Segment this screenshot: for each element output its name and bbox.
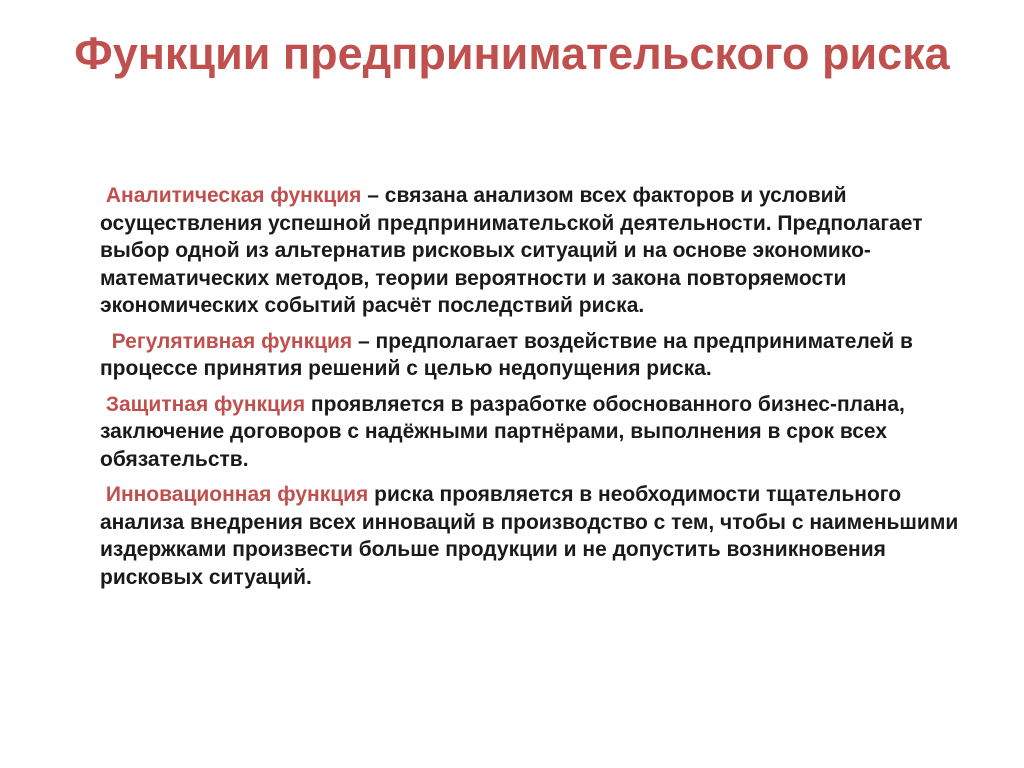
- paragraph-text: – связана анализом всех факторов и условий осуществления успешной предпринимательской деятельности. Предполагает выбор одной из альтернатив рисковых ситуаций и на основе экономико-математических методов, теории вероятности и закона повторяемости экономических событий расчёт последствий риска.: [100, 184, 923, 317]
- paragraph-text: риска проявляется в необходимости тщательного анализа внедрения всех инноваций в производство с тем, чтобы с наименьшими издержками произвести больше продукции и не допустить возникновения рисковых ситуаций.: [100, 483, 959, 589]
- term-innovative-function: Инновационная функция: [100, 483, 369, 506]
- term-protective-function: Защитная функция: [100, 392, 306, 416]
- slide-body: [100, 182, 972, 599]
- slide-title: Функции предпринимательского риска: [74, 28, 950, 79]
- paragraph-analytical-function: [100, 182, 972, 320]
- paragraph-protective-function: [100, 391, 972, 474]
- term-analytical-function: Аналитическая функция: [100, 184, 362, 207]
- paragraph-regulatory-function: [100, 328, 972, 383]
- term-regulatory-function: Регулятивная функция: [100, 329, 353, 353]
- paragraph-innovative-function: [100, 481, 972, 591]
- paragraph-text: проявляется в разработке обоснованного бизнес-плана, заключение договоров с надёжными партнёрами, выполнения в срок всех обязательств.: [100, 392, 905, 471]
- paragraph-text: – предполагает воздействие на предпринимателей в процессе принятия решений с целью недопущения риска.: [100, 329, 913, 380]
